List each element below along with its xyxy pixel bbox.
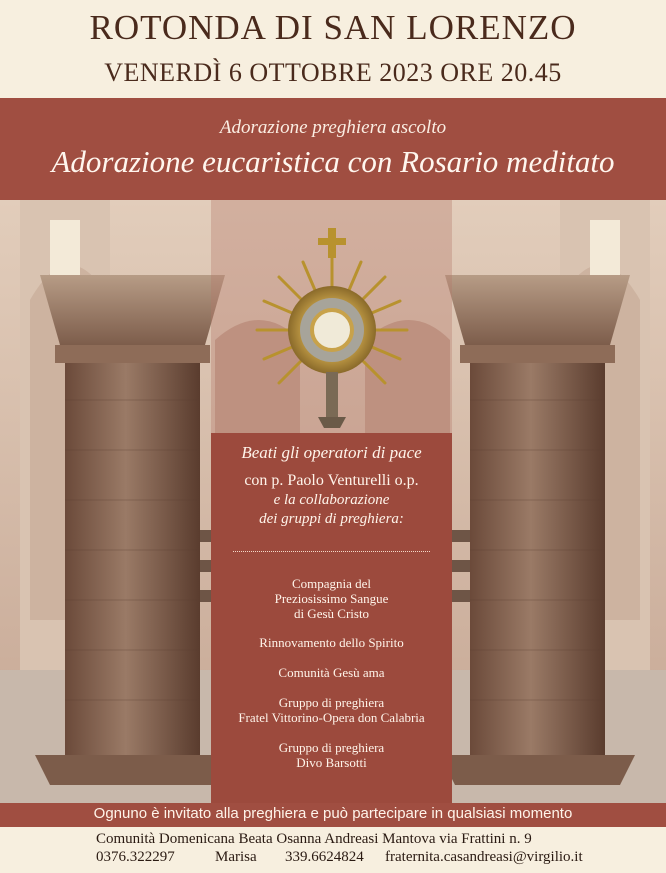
group-5-line-1: Gruppo di preghiera: [278, 740, 385, 755]
group-5-line-2: Divo Barsotti: [296, 755, 367, 770]
contact-name: Marisa: [215, 849, 257, 865]
contact-phone-1: 0376.322297: [96, 849, 175, 865]
group-2-line-1: Rinnovamento dello Spirito: [259, 635, 404, 650]
group-4-line-2: Fratel Vittorino-Opera don Calabria: [238, 710, 425, 725]
band-subtitle: Adorazione preghiera ascolto: [219, 117, 447, 138]
dotted-divider: [233, 551, 430, 552]
group-1-line-3: di Gesù Cristo: [293, 606, 370, 621]
theme-text: Beati gli operatori di pace: [241, 443, 422, 462]
group-4-line-1: Gruppo di preghiera: [278, 695, 385, 710]
group-3-line-1: Comunità Gesù ama: [278, 665, 385, 680]
contact-email[interactable]: fraternita.casandreasi@virgilio.it: [385, 849, 583, 865]
event-date: VENERDÌ 6 OTTOBRE 2023 ORE 20.45: [104, 58, 562, 87]
with-line-2: e la collaborazione: [273, 492, 390, 508]
with-line-3: dei gruppi di preghiera:: [259, 511, 404, 527]
group-1-line-1: Compagnia del: [291, 576, 372, 591]
with-line-1: con p. Paolo Venturelli o.p.: [244, 472, 419, 489]
page-title: ROTONDA DI SAN LORENZO: [89, 8, 577, 47]
contact-phone-2: 339.6624824: [285, 849, 364, 865]
contact-address: Comunità Domenicana Beata Osanna Andreasi Mantova via Frattini n. 9: [96, 831, 532, 847]
group-1-line-2: Preziosissimo Sangue: [274, 591, 389, 606]
band-main-title: Adorazione eucaristica con Rosario meditato: [51, 144, 615, 179]
invite-text: Ognuno è invitato alla preghiera e può partecipare in qualsiasi momento: [93, 805, 573, 822]
